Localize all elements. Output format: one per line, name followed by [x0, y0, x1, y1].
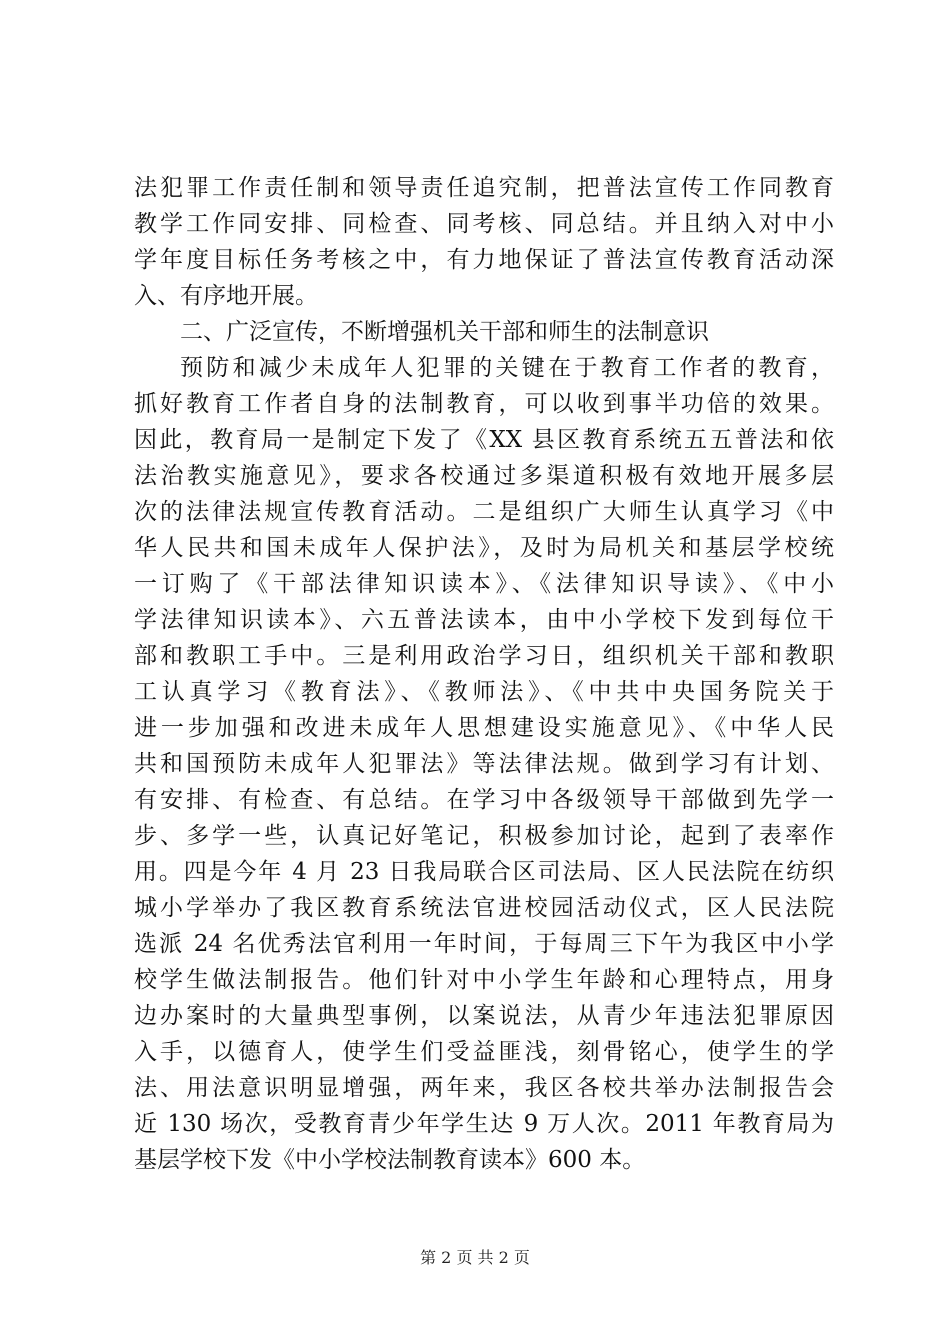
page-number-footer: 第 2 页 共 2 页 [420, 1248, 530, 1267]
paragraph-line: 教学工作同安排、同检查、同考核、同总结。并且纳入对中小 [134, 211, 834, 237]
paragraph-line: 进一步加强和改进未成年人思想建设实施意见》、《中华人民 [134, 715, 834, 741]
paragraph-line: 有安排、有检查、有总结。在学习中各级领导干部做到先学一 [134, 787, 834, 813]
paragraph-line: 入、有序地开展。 [134, 283, 318, 309]
section-heading: 二、广泛宣传，不断增强机关干部和师生的法制意识 [180, 319, 709, 345]
paragraph-line: 抓好教育工作者自身的法制教育，可以收到事半功倍的效果。 [134, 391, 834, 417]
paragraph-line: 城小学举办了我区教育系统法官进校园活动仪式，区人民法院 [134, 895, 834, 921]
paragraph-line: 边办案时的大量典型事例，以案说法，从青少年违法犯罪原因 [134, 1003, 834, 1029]
paragraph-line: 步、多学一些，认真记好笔记，积极参加讨论，起到了表率作 [134, 823, 834, 849]
paragraph-line: 选派 24 名优秀法官利用一年时间，于每周三下午为我区中小学 [134, 931, 834, 957]
paragraph-line: 部和教职工手中。三是利用政治学习日，组织机关干部和教职 [134, 643, 834, 669]
paragraph-line: 法、用法意识明显增强，两年来，我区各校共举办法制报告会 [134, 1075, 834, 1101]
paragraph-line: 一订购了《干部法律知识读本》、《法律知识导读》、《中小 [134, 571, 834, 597]
document-body [134, 170, 834, 1178]
paragraph-line: 共和国预防未成年人犯罪法》等法律法规。做到学习有计划、 [134, 751, 834, 777]
paragraph-line: 次的法律法规宣传教育活动。二是组织广大师生认真学习《中 [134, 499, 834, 525]
paragraph-line: 校学生做法制报告。他们针对中小学生年龄和心理特点，用身 [134, 967, 834, 993]
paragraph-line: 学法律知识读本》、六五普法读本，由中小学校下发到每位干 [134, 607, 834, 633]
paragraph-line: 法犯罪工作责任制和领导责任追究制，把普法宣传工作同教育 [134, 175, 834, 201]
paragraph-line: 学年度目标任务考核之中，有力地保证了普法宣传教育活动深 [134, 247, 834, 273]
paragraph-line: 预防和减少未成年人犯罪的关键在于教育工作者的教育， [180, 355, 834, 381]
paragraph-line: 入手，以德育人，使学生们受益匪浅，刻骨铭心，使学生的学 [134, 1039, 834, 1065]
paragraph-line: 用。四是今年 4 月 23 日我局联合区司法局、区人民法院在纺织 [134, 859, 834, 885]
paragraph-line: 基层学校下发《中小学校法制教育读本》600 本。 [134, 1147, 646, 1173]
paragraph-line: 华人民共和国未成年人保护法》，及时为局机关和基层学校统 [134, 535, 834, 561]
paragraph-line: 工认真学习《教育法》、《教师法》、《中共中央国务院关于 [134, 679, 834, 705]
paragraph-line: 因此，教育局一是制定下发了《XX 县区教育系统五五普法和依 [134, 427, 834, 453]
paragraph-line: 近 130 场次，受教育青少年学生达 9 万人次。2011 年教育局为 [134, 1111, 834, 1137]
paragraph-line: 法治教实施意见》，要求各校通过多渠道积极有效地开展多层 [134, 463, 834, 489]
